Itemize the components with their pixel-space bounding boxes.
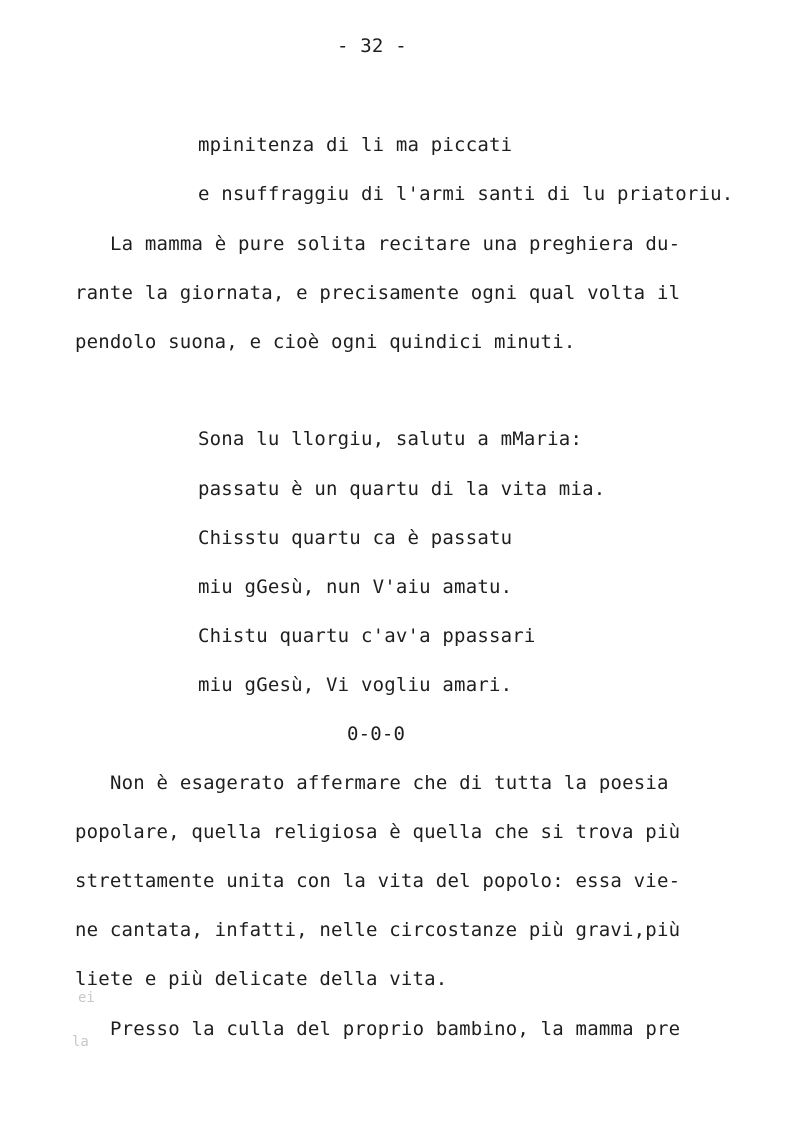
paragraph-2-line-4: ne cantata, infatti, nelle circostanze più gravi,più xyxy=(75,919,681,941)
paragraph-2-line-2: popolare, quella religiosa è quella che si trova più xyxy=(75,821,681,843)
verse-line-4: miu gGesù, nun V'aiu amatu. xyxy=(198,576,513,598)
section-separator: 0-0-0 xyxy=(347,723,406,745)
page-number: - 32 - xyxy=(337,35,407,57)
paragraph-2-line-5: liete e più delicate della vita. xyxy=(75,968,448,990)
verse-line-1: Sona lu llorgiu, salutu a mMaria: xyxy=(198,428,583,450)
margin-mark-2: la xyxy=(72,1034,89,1050)
verse-line-5: Chistu quartu c'av'a ppassari xyxy=(198,625,536,647)
margin-mark-1: ei xyxy=(78,990,95,1006)
verse-line-2: passatu è un quartu di la vita mia. xyxy=(198,478,606,500)
verse-line-3: Chisstu quartu ca è passatu xyxy=(198,527,513,549)
paragraph-2-line-1: Non è esagerato affermare che di tutta la poesia xyxy=(110,772,669,794)
paragraph-1-line-1: La mamma è pure solita recitare una preghiera du- xyxy=(110,233,681,255)
paragraph-1-line-3: pendolo suona, e cioè ogni quindici minuti. xyxy=(75,331,576,353)
paragraph-2-line-6: Presso la culla del proprio bambino, la mamma pre xyxy=(110,1018,681,1040)
verse-line-6: miu gGesù, Vi vogliu amari. xyxy=(198,674,513,696)
paragraph-1-line-2: rante la giornata, e precisamente ogni qual volta il xyxy=(75,282,681,304)
paragraph-2-line-3: strettamente unita con la vita del popolo: essa vie- xyxy=(75,870,681,892)
verse-top-line-2: e nsuffraggiu di l'armi santi di lu priatoriu. xyxy=(198,183,734,205)
verse-top-line-1: mpinitenza di li ma piccati xyxy=(198,134,513,156)
